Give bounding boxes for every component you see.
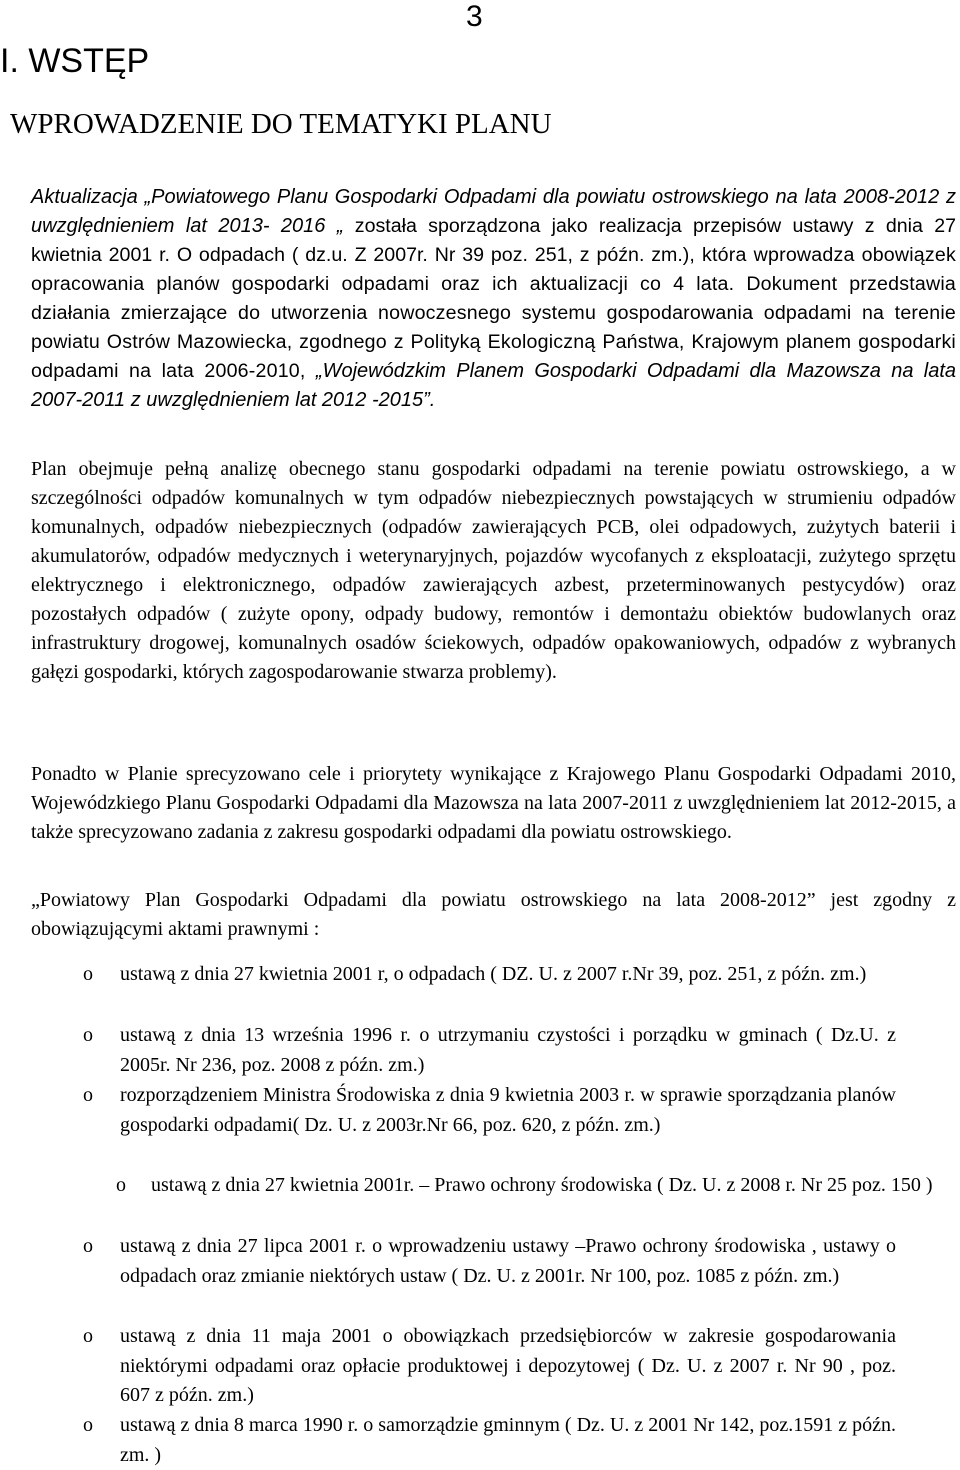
legal-act-text: ustawą z dnia 27 kwietnia 2001 r, o odpadach ( DZ. U. z 2007 r.Nr 39, poz. 251, z późn. zm.): [120, 963, 867, 985]
intro-text-a: została sporządzona jako realizacja przepisów ustawy z dnia 27 kwietnia 2001 r. O odpadach ( dz.u. Z 2007r. Nr 39 poz. 251, z późn. zm.): [31, 215, 957, 266]
intro-italic-end: „Wojewódzkim Planem Gospodarki Odpadami dla Mazowsza na lata 2007-2011 z uwzględnieniem lat 2012 -2015”.: [31, 360, 957, 411]
bullet-marker: o: [83, 1235, 93, 1257]
bullet-marker: o: [83, 1325, 93, 1347]
bullet-marker: o: [83, 1024, 93, 1046]
legal-act-text: ustawą z dnia 13 września 1996 r. o utrzymaniu czystości i porządku w gminach ( Dz.U. z 2005r. Nr 236, poz. 2008 z późn. zm.): [120, 1024, 896, 1076]
legal-act-text: ustawą z dnia 11 maja 2001 o obowiązkach przedsiębiorców w zakresie gospodarowania niektórymi odpadami oraz opłacie produktowej i depozytowej ( Dz. U. z 2007 r. Nr 90 , poz. 607 z późn. zm.): [120, 1325, 896, 1406]
intro-paragraph: [31, 183, 956, 415]
section-heading: I. WSTĘP: [0, 42, 150, 80]
intro-text-b: , która wprowadza obowiązek opracowania planów gospodarki odpadami oraz ich aktualizacji co 4 lata.: [31, 244, 956, 295]
section-subheading: WPROWADZENIE DO TEMATYKI PLANU: [10, 108, 552, 140]
intro-italic-title: Aktualizacja „Powiatowego Planu Gospodarki Odpadami dla powiatu ostrowskiego na lata 2008-2012 z uwzględnieniem lat 2013- 2016 „: [31, 186, 956, 237]
compliance-paragraph: „Powiatowy Plan Gospodarki Odpadami dla powiatu ostrowskiego na lata 2008-2012” jest zgodny z obowiązującymi aktami prawnymi :: [31, 889, 956, 940]
bullet-marker: o: [116, 1174, 126, 1196]
legal-act-text: ustawą z dnia 27 lipca 2001 r. o wprowadzeniu ustawy –Prawo ochrony środowiska , ustawy o odpadach oraz zmianie niektórych ustaw ( Dz. U. z 2001r. Nr 100, poz. 1085 z późn. zm.): [120, 1235, 896, 1287]
bullet-marker: o: [83, 963, 93, 985]
legal-act-text: rozporządzeniem Ministra Środowiska z dnia 9 kwietnia 2003 r. w sprawie sporządzania planów gospodarki odpadami( Dz. U. z 2003r.Nr 66, poz. 620, z późn. zm.): [120, 1084, 896, 1136]
scope-paragraph: Plan obejmuje pełną analizę obecnego stanu gospodarki odpadami na terenie powiatu ostrowskiego, a w szczególności odpadów komunalnych w tym odpadów niebezpiecznych powstających w strumieniu odpadów komunalnych, odpadów niebezpiecznych (odpadów zawierających PCB, olei odpadowych, zużytych baterii i akumulatorów, odpadów medycznych i weterynaryjnych, pojazdów wycofanych z eksploatacji, zużytego sprzętu elektrycznego i elektronicznego, odpadów zawierających azbest, przeterminowanych pestycydów) oraz pozostałych odpadów ( zużyte opony, odpady budowy, remontów i demontażu obiektów budowlanych oraz infrastruktury drogowej, komunalnych osadów ściekowych, odpadów opakowaniowych, odpadów z wybranych gałęzi gospodarki, których zagospodarowanie stwarza problemy).: [31, 458, 956, 683]
bullet-marker: o: [83, 1084, 93, 1106]
bullet-marker: o: [83, 1414, 93, 1436]
goals-paragraph: Ponadto w Planie sprecyzowano cele i priorytety wynikające z Krajowego Planu Gospodarki Odpadami 2010, Wojewódzkiego Planu Gospodarki Odpadami dla Mazowsza na lata 2007-2011 z uwzględnieniem lat 2012-2015, a także sprecyzowano zadania z zakresu gospodarki odpadami dla powiatu ostrowskiego.: [31, 763, 956, 843]
intro-text-c: Dokument przedstawia działania zmierzające do utworzenia nowoczesnego systemu gospodarowania odpadami na terenie powiatu Ostrów Mazowiecka, zgodnego z Polityką Ekologiczną Państwa, Krajowym planem gospodarki odpadami na lata 2006-2010,: [31, 273, 956, 382]
legal-act-text: ustawą z dnia 27 kwietnia 2001r. – Prawo ochrony środowiska ( Dz. U. z 2008 r. Nr 25 poz. 150 ): [151, 1174, 933, 1196]
page-number: 3: [466, 0, 483, 33]
legal-act-text: ustawą z dnia 8 marca 1990 r. o samorządzie gminnym ( Dz. U. z 2001 Nr 142, poz.1591 z późn. zm. ): [120, 1414, 896, 1466]
